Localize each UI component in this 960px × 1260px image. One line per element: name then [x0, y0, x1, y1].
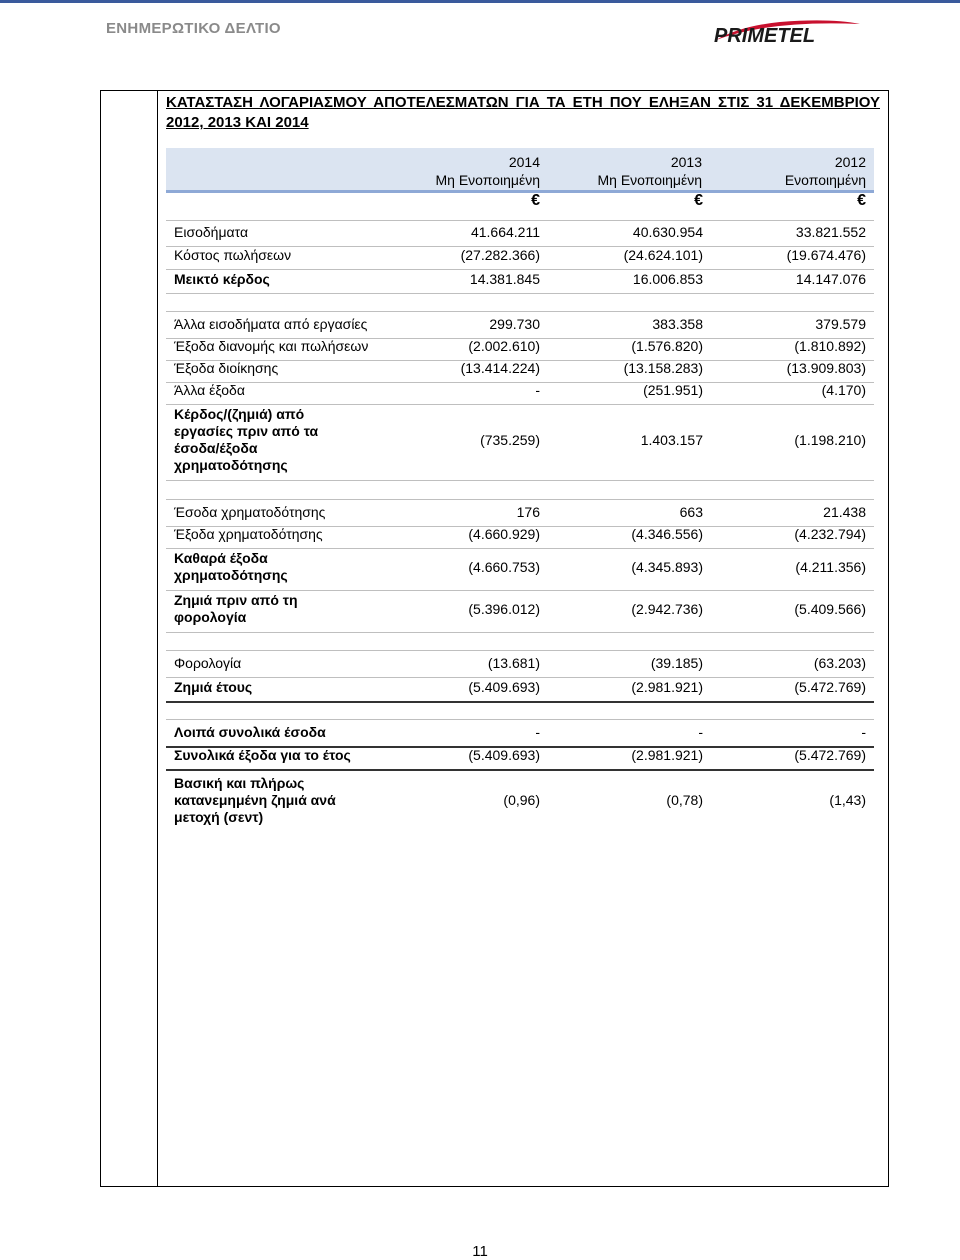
row-label: Λοιπά συνολικά έσοδα [174, 724, 326, 740]
row-value: (1.810.892) [794, 338, 866, 354]
row-value: (13.909.803) [786, 360, 866, 376]
page-number: 11 [472, 1243, 488, 1260]
column-subtitle: Ενοποιημένη [784, 172, 866, 188]
table-header-row [166, 148, 874, 193]
column-subtitle: Μη Ενοποιημένη [435, 172, 540, 188]
row-divider [166, 632, 874, 633]
table-row [166, 406, 874, 476]
row-divider [166, 701, 874, 703]
table-row [166, 316, 874, 334]
table-row [166, 247, 874, 265]
row-value: (0,96) [503, 792, 540, 808]
row-divider [166, 480, 874, 481]
row-value: (1,43) [829, 792, 866, 808]
row-divider [166, 220, 874, 221]
column-header-2014 [420, 153, 540, 189]
row-label: Άλλα εισοδήματα από εργασίες [174, 316, 368, 332]
row-value: (251.951) [643, 382, 703, 398]
column-year: 2012 [834, 154, 866, 170]
row-divider [166, 269, 874, 270]
row-value: (19.674.476) [786, 247, 866, 263]
row-value: (2.942.736) [631, 601, 703, 617]
row-value: (1.198.210) [794, 432, 866, 448]
table-row [166, 504, 874, 522]
row-value: - [535, 382, 540, 398]
row-label: Ζημιά έτους [174, 679, 253, 695]
row-value: (63.203) [813, 655, 866, 671]
table-row [166, 271, 874, 289]
row-value: (27.282.366) [460, 247, 540, 263]
row-value: (735.259) [480, 432, 540, 448]
table-row [166, 655, 874, 673]
row-value: 41.664.211 [470, 224, 540, 240]
row-value: (4.232.794) [794, 526, 866, 542]
row-value: - [698, 724, 703, 740]
row-value: 21.438 [823, 504, 866, 520]
column-subtitle: Μη Ενοποιημένη [597, 172, 702, 188]
column-header-2012 [746, 153, 866, 189]
row-divider [166, 499, 874, 500]
row-label: Μεικτό κέρδος [174, 271, 270, 287]
row-value: 299.730 [489, 316, 540, 332]
row-value: (5.396.012) [468, 601, 540, 617]
column-year: 2013 [670, 154, 702, 170]
row-value: (13.414.224) [460, 360, 540, 376]
row-label: Βασική και πλήρως κατανεμημένη ζημιά ανά μετοχή (σεντ) [174, 775, 336, 825]
table-row [166, 526, 874, 544]
row-value: (4.345.893) [631, 559, 703, 575]
row-label: Κόστος πωλήσεων [174, 247, 292, 263]
row-value: (5.409.693) [468, 747, 540, 763]
row-value: - [861, 724, 866, 740]
row-divider [166, 769, 874, 771]
row-label: Καθαρά έξοδα χρηματοδότησης [174, 550, 288, 583]
currency-symbol: € [857, 192, 866, 209]
row-divider [166, 650, 874, 651]
row-label: Εισοδήματα [174, 224, 249, 240]
table-row [166, 224, 874, 242]
row-divider [166, 311, 874, 312]
row-label: Κέρδος/(ζημιά) από εργασίες πριν από τα έσοδα/έξοδα χρηματοδότησης [174, 406, 319, 473]
row-divider [166, 677, 874, 678]
column-header-2013 [572, 153, 702, 189]
row-value: 379.579 [815, 316, 866, 332]
row-value: (39.185) [650, 655, 703, 671]
row-label: Έξοδα διανομής και πωλήσεων [174, 338, 369, 354]
table-row [166, 747, 874, 765]
row-value: 16.006.853 [632, 271, 703, 287]
row-value: (24.624.101) [623, 247, 703, 263]
row-value: (2.981.921) [631, 747, 703, 763]
row-value: (5.409.566) [794, 601, 866, 617]
row-divider [166, 293, 874, 294]
primetel-logo [710, 14, 886, 50]
row-value: (2.002.610) [468, 338, 540, 354]
row-label: Έσοδα χρηματοδότησης [174, 504, 326, 520]
top-border-line [0, 0, 960, 3]
svg-text:PRIMETEL: PRIMETEL [714, 25, 816, 47]
frame-inner-divider [157, 90, 158, 1187]
row-value: (4.170) [821, 382, 866, 398]
row-label: Συνολικά έξοδα για το έτος [174, 747, 351, 763]
row-label: Έξοδα χρηματοδότησης [174, 526, 323, 542]
row-value: (2.981.921) [631, 679, 703, 695]
row-divider [166, 719, 874, 720]
row-value: (4.346.556) [631, 526, 703, 542]
row-value: (13.158.283) [623, 360, 703, 376]
table-row [166, 592, 874, 628]
statement-title: ΚΑΤΑΣΤΑΣΗ ΛΟΓΑΡΙΑΣΜΟΥ ΑΠΟΤΕΛΕΣΜΑΤΩΝ ΓΙΑ ΤΑ ΕΤΗ ΠΟΥ ΕΛΗΞΑΝ ΣΤΙΣ 31 ΔΕΚΕΜΒΡΙΟΥ 2012, 2013 ΚΑΙ 2014 [166, 94, 880, 131]
currency-symbol: € [694, 192, 703, 209]
row-label: Άλλα έξοδα [174, 382, 245, 398]
row-value: 40.630.954 [632, 224, 703, 240]
row-value: (1.576.820) [631, 338, 703, 354]
row-value: 176 [516, 504, 540, 520]
row-value: (4.211.356) [795, 559, 866, 575]
table-row [166, 550, 874, 586]
table-row [166, 724, 874, 742]
row-label: Έξοδα διοίκησης [174, 360, 279, 376]
table-row [166, 679, 874, 697]
row-value: 383.358 [652, 316, 703, 332]
table-row [166, 338, 874, 356]
row-value: 14.381.845 [469, 271, 540, 287]
row-value: (5.472.769) [794, 679, 866, 695]
row-value: 33.821.552 [795, 224, 866, 240]
row-value: (13.681) [487, 655, 540, 671]
currency-symbol: € [531, 192, 540, 209]
column-year: 2014 [508, 154, 540, 170]
table-row [166, 382, 874, 400]
row-value: (5.409.693) [468, 679, 540, 695]
row-value: (4.660.753) [468, 559, 540, 575]
row-divider [166, 548, 874, 549]
row-value: 1.403.157 [640, 432, 703, 448]
row-divider [166, 404, 874, 405]
income-statement-table [166, 148, 874, 825]
row-value: (0,78) [666, 792, 703, 808]
row-value: 663 [679, 504, 703, 520]
row-value: - [535, 724, 540, 740]
row-value: (5.472.769) [794, 747, 866, 763]
row-value: 14.147.076 [795, 271, 866, 287]
row-value: (4.660.929) [468, 526, 540, 542]
row-divider [166, 590, 874, 591]
row-label: Φορολογία [174, 655, 242, 671]
document-header-title: ΕΝΗΜΕΡΩΤΙΚΟ ΔΕΛΤΙΟ [106, 20, 281, 37]
row-label: Ζημιά πριν από τη φορολογία [174, 592, 298, 625]
table-row [166, 775, 874, 827]
table-row [166, 360, 874, 378]
